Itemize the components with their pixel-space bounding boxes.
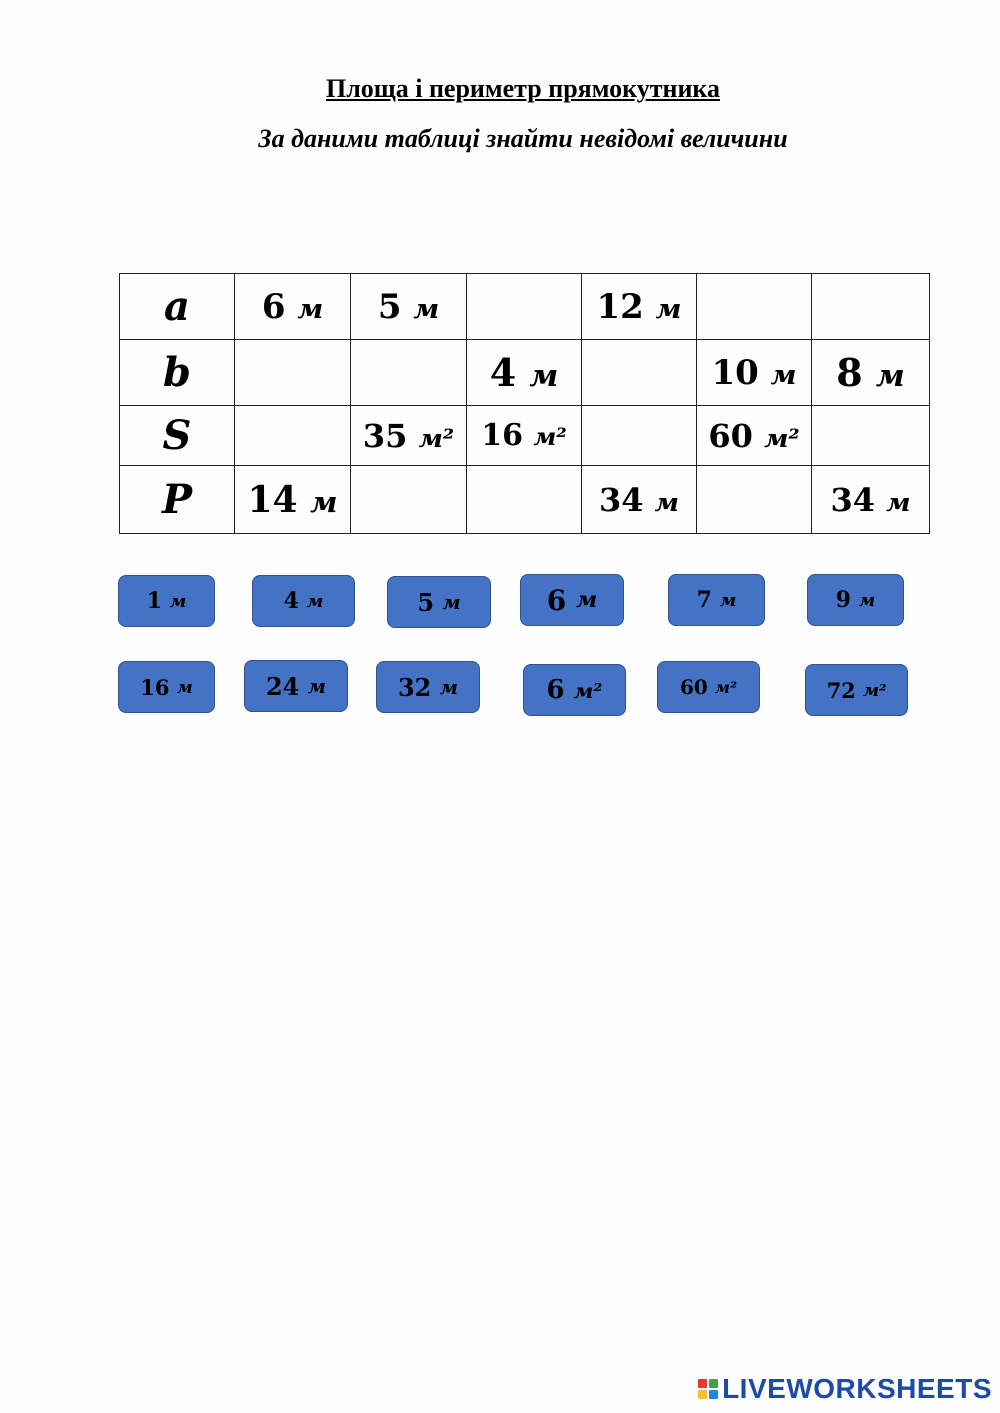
cell-unit: м [655,292,682,325]
answer-chip[interactable] [657,661,760,713]
chip-unit: м [719,589,737,611]
chip-unit: м [169,590,187,612]
answer-drop-cell[interactable] [697,466,812,534]
chip-unit: м [306,590,324,612]
row-label-b: b [120,340,235,406]
cell-unit: м² [418,423,455,454]
chip-unit: м [575,587,598,613]
cell-unit: м² [764,423,800,454]
answer-chip[interactable] [244,660,348,712]
table-cell [812,340,930,406]
chip-unit: м [439,675,458,699]
chip-value: 32 [397,672,432,702]
chip-value: 60 [679,675,708,699]
cell-value: 6 [261,286,286,327]
cell-unit: м [875,358,905,394]
cell-value: 4 [489,350,517,395]
table-cell [235,274,351,340]
table-cell [697,340,812,406]
answer-chip[interactable] [807,574,904,626]
table-cell [467,406,582,466]
answer-drop-cell[interactable] [467,466,582,534]
liveworksheets-logo [698,1373,992,1405]
cell-value: 14 [247,478,298,521]
worksheet-title: Площа і периметр прямокутника [325,74,721,103]
cell-value: 34 [598,480,644,519]
table-cell [582,274,697,340]
chip-unit: м² [573,677,603,703]
table-cell [351,274,467,340]
cell-value: 60 [708,416,753,455]
chip-value: 5 [417,587,435,617]
cell-unit: м [413,292,440,325]
row-label-p: P [120,466,235,534]
table-cell [467,340,582,406]
cell-value: 5 [377,286,402,327]
answer-chip[interactable] [805,664,908,716]
answer-drop-cell[interactable] [812,406,930,466]
logo-mark-icon [698,1379,718,1399]
chip-value: 6 [546,583,567,617]
answer-chip[interactable] [118,575,215,627]
chip-unit: м [307,674,326,698]
cell-unit: м² [533,422,567,451]
worksheet-instructions: За даними таблиці знайти невідомі величини [258,124,788,153]
answer-drop-cell[interactable] [351,466,467,534]
answer-chip[interactable] [520,574,624,626]
chip-unit: м [442,590,461,614]
answer-drop-cell[interactable] [467,274,582,340]
cell-unit: м [310,484,338,519]
chip-value: 9 [835,587,851,613]
answer-drop-cell[interactable] [812,274,930,340]
table-cell [812,466,930,534]
cell-unit: м [529,358,559,394]
chip-value: 16 [140,674,170,700]
table-cell [235,466,351,534]
cell-value: 12 [596,286,644,327]
logo-text: LIVEWORKSHEETS [722,1373,992,1404]
chip-unit: м² [714,677,738,697]
answer-drop-cell[interactable] [235,406,351,466]
table-row [120,274,930,340]
table-row [120,340,930,406]
cell-unit: м [654,487,679,518]
answer-drop-cell[interactable] [582,406,697,466]
chip-value: 24 [265,671,300,701]
answer-chip[interactable] [118,661,215,713]
answer-chip[interactable] [668,574,765,626]
table-cell [582,466,697,534]
cell-value: 8 [836,350,863,395]
row-label-a: a [120,274,235,340]
cell-value: 16 [481,418,523,453]
table-cell [697,406,812,466]
cell-value: 35 [362,416,408,455]
answer-chip[interactable] [523,664,626,716]
answer-drop-cell[interactable] [351,340,467,406]
answer-drop-cell[interactable] [697,274,812,340]
answer-chip[interactable] [252,575,355,627]
cell-value: 34 [830,480,876,519]
chip-value: 72 [826,677,856,703]
cell-unit: м [886,487,911,518]
table-row [120,406,930,466]
cell-unit: м [297,292,324,325]
answer-chip[interactable] [376,661,480,713]
cell-value: 10 [711,352,759,393]
chip-value: 7 [696,587,712,613]
chip-unit: м [858,589,876,611]
answer-drop-cell[interactable] [582,340,697,406]
chip-value: 6 [546,675,565,705]
answer-chip[interactable] [387,576,491,628]
rectangle-values-table [119,273,930,534]
chip-unit: м² [863,680,887,700]
row-label-s: S [120,406,235,466]
cell-unit: м [770,358,797,391]
answer-drop-cell[interactable] [235,340,351,406]
chip-value: 4 [283,588,299,614]
chip-value: 1 [146,588,162,614]
chip-unit: м [176,677,193,697]
table-row [120,466,930,534]
table-cell [351,406,467,466]
